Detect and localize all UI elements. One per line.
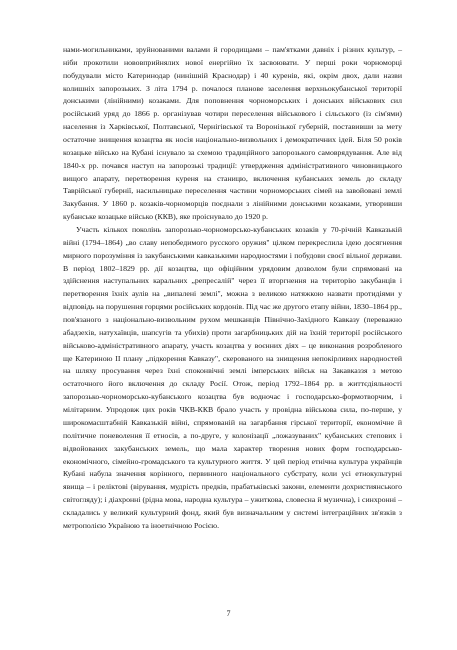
page-number: 7 — [226, 609, 231, 618]
body-text — [63, 44, 402, 533]
paragraph: Участь кількох поколінь запорозько-чорноморсько-кубанських козаків у 70-річній Кавказькій війні (1794–1864) „во славу непобедимого русского оружия" цілком перекреслила ідею досягнення мирного порозуміння із закубанськими кавказькими народностями і побудови своєї вільної держави. В період 1802–1829 рр. дії козацтва, що офіційним урядовим дозволом були спрямовані на здійснення наступальних каральних „репресалій" через її вторгнення на територію закубанців і перетворення їхніх аулів на „випалені землі", можна з великою натяжкою назвати протидіями у відповідь на порушення горцями російських кордонів. Під час же другого етапу війни, 1830–1864 рр., пов'язаного з національно-визвольним рухом мешканців Північно-Західного Кавказу (переважно абадзехів, натухаївців, шапсугів та убихів) проти загарбницьких дій на їхній території російського військово-адміністративного апарату, участь козацтва у воєнних діях – це виконання розробленого ще Катериною ІІ плану „підкорення Кавказу", скерованого на знищення непокірливих народностей на шляху просування через їхні споконвічні землі імперських військ на Закавказзя з метою остаточного його включення до складу Росії. Отож, період 1792–1864 рр. в життєдіяльності запорозько-чорноморсько-кубанського козацтва був водночас і господарсько-формотворчим, і мілітарним. Упродовж цих років ЧКВ-ККВ брало участь у провідна військова сила, по-перше, у широкомасштабній Кавказькій війні, спрямованій на загарбання гірської території, економічне й політичне поневолення її етносів, а по-друге, у колонізації „ложазуваних" кубанських степових і відвойованих закубанських земель, що мала характер творення нових форм господарсько-економічного, сімейно-громадського та культурного життя. У цей період етнічна культура українців Кубані набула значення корінного, первинного національного субстрату, коли усі етнокультурні явища – і реліктові (вірування, мудрість предків, прабатьківські закони, елементи дохристиянського світогляду); і діахронні (рідна мова, народна культура – ужиткова, словесна й музична), і синхронні – складались у великий культурний фонд, який був визначальним у системі інтеграційних зв'язків з метрополією Україною та іноетнічною Росією. — [63, 225, 402, 530]
paragraph: нами-могильниками, зруйнованими валами й городищами – пам'ятками давніх і різних культур, – ніби прокотили нововприйнялих нової енергійно їх засвоювати. У перші роки чорноморці побудували місто Катеринодар (нинішній Краснодар) і 40 куренів, які, окрім двох, дали назви колишніх запорозьких. З літа 1794 р. почалося планове заселення верхньокубанської території донськими (лінійними) козаками. Для поповнення чорноморських і донських військових сил російський уряд до 1866 р. організував чотири переселення військового і сільського (із сім'ями) населення із Харківської, Полтавської, Чернігівської та Воронізької губерній, поставивши за мету остаточне знищення козацтва як носія національно-визвольних і демократичних ідей. Біля 50 років козацьке військо на Кубані існувало за схемою традиційного запорозького самоврядування. Але від 1840-х рр. почався наступ на запорозькі традиції: утвердження адміністративного чиновницького вищого апарату, перетворення куреня на станицю, включення кубанських земель до складу Таврійської губернії, насильницьке переселення частини чорноморських сімей на завойовані землі Закубання. У 1860 р. козаків-чорноморців поєднали з лінійними донськими козаками, утворивши кубанське козацьке військо (ККВ), яке проіснувало до 1920 р. — [63, 45, 402, 222]
